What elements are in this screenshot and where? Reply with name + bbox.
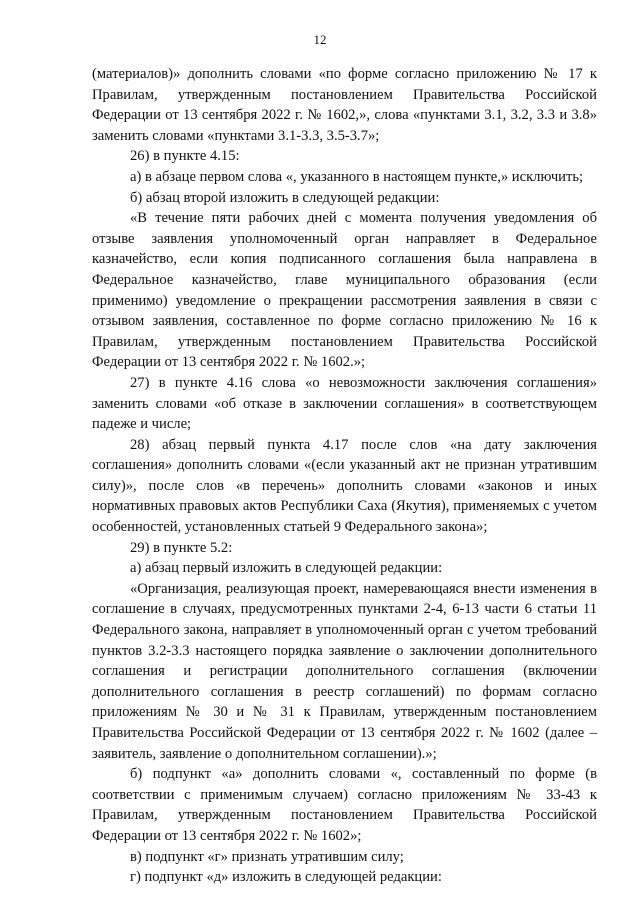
paragraph: 29) в пункте 5.2:: [130, 539, 233, 556]
page-number: 12: [313, 32, 327, 47]
paragraph: в) подпункт «г» признать утратившим силу;: [130, 848, 404, 865]
paragraph: (материалов)» дополнить словами «по форме согласно приложению № 17 к Правилам, утвержденным постановлением Правительства Российской Федерации от 13 сентября 2022 г. № 1602,», слова «пунктами 3.1, 3.2, 3.3 и 3.8» заменить словами «пунктами 3.1-3.3, 3.5-3.7»;: [92, 66, 597, 144]
paragraph: 28) абзац первый пункта 4.17 после слов «на дату заключения соглашения» дополнить словами «(если указанный акт не признан утратившим силу)», после слов «в перечень» дополнить словами «законов и иных нормативных правовых актов Республики Саха (Якутия), применяемых с учетом особенностей, установленных статьей 9 Федерального закона»;: [92, 436, 597, 536]
paragraph: «В течение пяти рабочих дней с момента получения уведомления об отзыве заявления уполномоченный орган направляет в Федеральное казначейство, если копия подписанного соглашения была направлена в Федеральное казначейство, главе муниципального образования (если применимо) уведомление о прекращении рассмотрения заявления в связи с отзывом заявления, составленное по форме согласно приложению № 16 к Правилам, утвержденным постановлением Правительства Российской Федерации от 13 сентября 2022 г. № 1602.»;: [92, 210, 597, 371]
paragraph: б) подпункт «а» дополнить словами «, составленный по форме (в соответствии с применимым случаем) согласно приложениям № 33-43 к Правилам, утвержденным постановлением Правительства Российской Федерации от 13 сентября 2022 г. № 1602»;: [92, 766, 597, 844]
paragraph: г) подпункт «д» изложить в следующей редакции:: [130, 869, 442, 886]
paragraph: а) абзац первый изложить в следующей редакции:: [130, 560, 443, 577]
paragraph: а) в абзаце первом слова «, указанного в настоящем пункте,» исключить;: [130, 168, 584, 185]
paragraph: б) абзац второй изложить в следующей редакции:: [130, 189, 440, 206]
document-body: [92, 64, 597, 888]
paragraph: 27) в пункте 4.16 слова «о невозможности заключения соглашения» заменить словами «об отказе в заключении соглашения» в соответствующем падеже и числе;: [92, 374, 597, 433]
paragraph: «Организация, реализующая проект, намеревающаяся внести изменения в соглашение в случаях, предусмотренных пунктами 2-4, 6-13 части 6 статьи 11 Федерального закона, направляет в уполномоченный орган с учетом требований пунктов 3.2-3.3 настоящего порядка заявление о заключении дополнительного соглашения и регистрации дополнительного соглашения (включении дополнительного соглашения в реестр соглашений) по формам согласно приложениям № 30 и № 31 к Правилам, утвержденным постановлением Правительства Российской Федерации от 13 сентября 2022 г. № 1602 (далее – заявитель, заявление о дополнительном соглашении).»;: [92, 580, 597, 762]
paragraph: 26) в пункте 4.15:: [130, 148, 240, 165]
